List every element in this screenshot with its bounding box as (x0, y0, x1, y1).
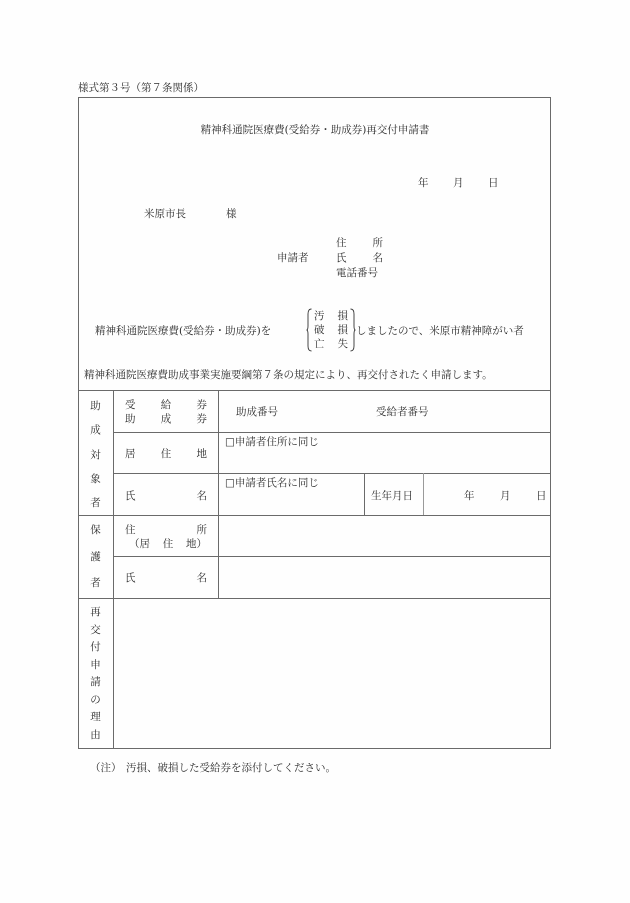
label-char: 名 (196, 490, 207, 502)
option-damaged: 破 損 (314, 324, 348, 336)
label-char: 対 (90, 448, 101, 461)
applicant-phone-label: 電話番号 (336, 267, 378, 279)
guardian-address-field[interactable] (219, 516, 550, 556)
birth-month-unit: 月 (500, 490, 511, 502)
label-char: 氏 (336, 252, 347, 264)
label-char: 再 (90, 606, 101, 618)
applicant-label: 申請者 (277, 252, 309, 264)
recipient-number-label: 受給者番号 (376, 406, 429, 418)
label-char: の (90, 693, 101, 706)
label-char: 所 (196, 524, 207, 536)
label-char: 地） (186, 538, 207, 550)
label-char: 理 (90, 711, 101, 724)
label-char: 受 (125, 399, 136, 411)
guardian-address-label (125, 522, 207, 537)
reason-field[interactable] (114, 599, 550, 748)
birthdate-label: 生年月日 (371, 490, 413, 502)
note-text: 汚損、破損した受給券を添付してください。 (126, 762, 336, 774)
label-char: 護 (90, 550, 101, 563)
same-address-checkbox[interactable]: □申請者住所に同じ (225, 436, 319, 448)
date-month: 月 (453, 177, 464, 189)
option-soiled: 汚 損 (314, 310, 348, 322)
label-char: 成 (90, 424, 101, 437)
form-title: 精神科通院医療費(受給券・助成券)再交付申請書 (200, 124, 430, 136)
addressee-name: 米原市長 (144, 208, 186, 220)
label-char: 居 (125, 448, 136, 460)
damage-options (306, 308, 356, 352)
label-char: 由 (90, 728, 101, 741)
label-char: 名 (196, 572, 207, 584)
label-char: 氏 (125, 572, 136, 584)
applicant-name-label (336, 250, 383, 265)
residence-label (125, 446, 207, 461)
ticket-label-row2 (125, 411, 207, 426)
left-brace-icon (306, 308, 312, 352)
label-char: 者 (90, 497, 101, 509)
label-char: 成 (160, 413, 172, 425)
form-number: 様式第３号（第７条関係） (78, 82, 204, 94)
note-label: （注） (90, 762, 122, 774)
label-char: 券 (196, 399, 207, 411)
guardian-name-field[interactable] (219, 557, 550, 597)
label-char: 者 (90, 577, 101, 589)
row-line (113, 473, 551, 474)
table-top-line (78, 390, 551, 391)
label-char: 住 (336, 237, 347, 249)
row-line (113, 432, 551, 433)
statement-suffix: しましたので、米原市精神障がい者 (356, 325, 524, 337)
label-char: 住 (125, 524, 136, 536)
label-char: 象 (90, 472, 101, 485)
label-char: 所 (372, 237, 383, 249)
label-char: 保 (90, 524, 101, 536)
subject-label (78, 398, 113, 510)
col-line (364, 473, 365, 515)
label-char: 申 (90, 658, 101, 671)
applicant-address-label (336, 235, 383, 250)
ticket-label-row1 (125, 397, 207, 412)
guardian-name-label (125, 570, 207, 585)
addressee-honorific: 様 (226, 208, 237, 220)
subsidy-number-label: 助成番号 (236, 406, 278, 418)
label-char: 氏 (125, 490, 136, 502)
label-char: 地 (196, 448, 207, 460)
date-day: 日 (488, 177, 499, 189)
reason-label (78, 604, 113, 742)
label-char: 住 (160, 448, 172, 460)
subject-name-label (125, 488, 207, 503)
guardian-label (78, 522, 113, 590)
label-char: 助 (125, 413, 136, 425)
birth-day-unit: 日 (536, 490, 547, 502)
col-line (423, 473, 424, 515)
statement-line2: 精神科通院医療費助成事業実施要綱第７条の規定により、再交付されたく申請します。 (84, 369, 493, 381)
label-char: 住 (162, 538, 174, 550)
same-name-checkbox[interactable]: □申請者氏名に同じ (225, 477, 319, 489)
label-char: 助 (90, 400, 101, 412)
label-char: 交 (90, 623, 101, 636)
statement-prefix: 精神科通院医療費(受給券・助成券)を (95, 325, 272, 337)
label-char: 付 (90, 641, 101, 654)
label-char: （居 (129, 538, 150, 550)
guardian-residence-sub-label (129, 536, 207, 551)
date-year: 年 (418, 177, 429, 189)
label-char: 券 (196, 413, 207, 425)
option-lost: 亡 失 (314, 338, 348, 350)
label-char: 名 (372, 252, 383, 264)
birth-year-unit: 年 (464, 490, 475, 502)
label-char: 給 (160, 399, 172, 411)
label-char: 請 (90, 676, 101, 689)
